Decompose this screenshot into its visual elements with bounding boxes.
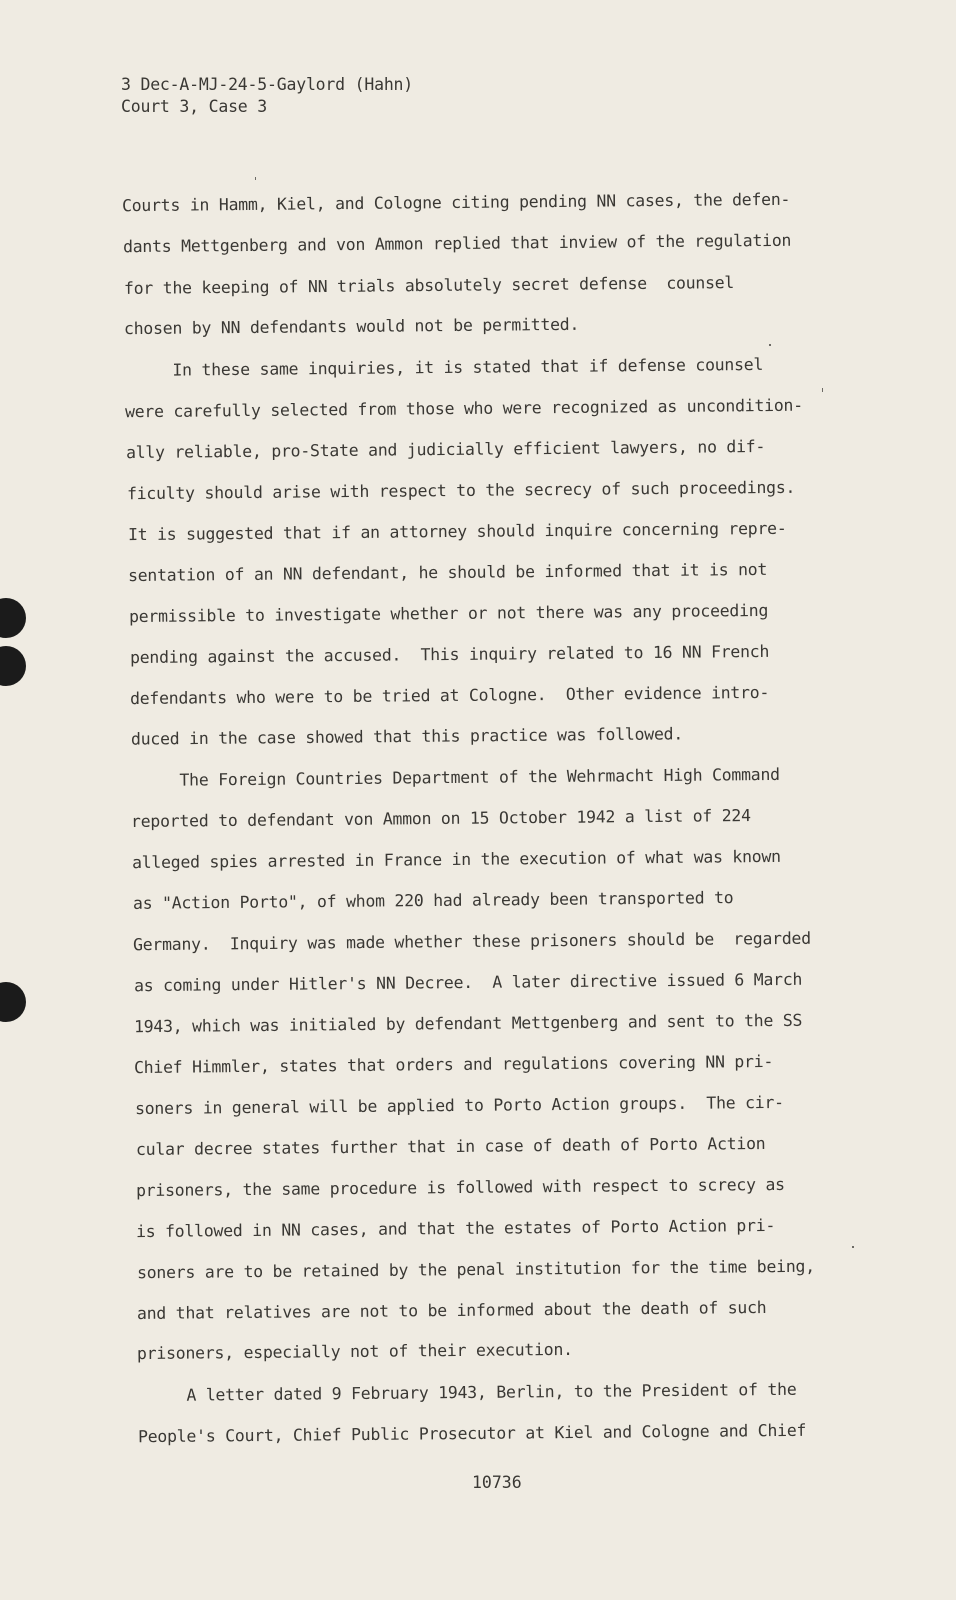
body-line: soners are to be retained by the penal institution for the time being, <box>136 1256 815 1283</box>
document-header <box>121 74 413 118</box>
body-line: pending against the accused. This inquiry related to 16 NN French <box>129 641 770 668</box>
body-line: as "Action Porto", of whom 220 had already been transported to <box>132 888 734 913</box>
body-line: alleged spies arrested in France in the execution of what was known <box>131 846 781 873</box>
stray-mark <box>822 388 823 392</box>
punch-hole-top <box>0 598 26 638</box>
body-line: were carefully selected from those who were recognized as uncondition- <box>124 395 803 422</box>
body-line: ficulty should arise with respect to the secrecy of such proceedings. <box>126 477 796 504</box>
stray-mark <box>769 344 771 346</box>
body-line: cular decree states further that in case of death of Porto Action <box>135 1133 766 1160</box>
body-line: It is suggested that if an attorney should inquire concerning repre- <box>127 518 787 545</box>
stray-mark <box>852 1246 854 1248</box>
header-line-2: Court 3, Case 3 <box>121 97 268 116</box>
body-line: A letter dated 9 February 1943, Berlin, to the President of the <box>137 1379 797 1406</box>
body-line: Courts in Hamm, Kiel, and Cologne citing pending NN cases, the defen- <box>121 189 791 216</box>
body-line: sentation of an NN defendant, he should be informed that it is not <box>127 559 768 586</box>
body-line: duced in the case showed that this practice was followed. <box>130 724 684 749</box>
body-line: Germany. Inquiry was made whether these prisoners should be regarded <box>132 928 811 955</box>
stray-mark <box>255 177 256 180</box>
body-line: permissible to investigate whether or not there was any proceeding <box>128 600 769 627</box>
body-line: as coming under Hitler's NN Decree. A later directive issued 6 March <box>133 969 803 996</box>
body-line: defendants who were to be tried at Cologne. Other evidence intro- <box>129 682 770 709</box>
body-line: is followed in NN cases, and that the estates of Porto Action pri- <box>135 1215 776 1242</box>
body-line: ally reliable, pro-State and judicially efficient lawyers, no dif- <box>125 436 766 463</box>
page-number: 10736 <box>472 1473 522 1492</box>
body-line: soners in general will be applied to Porto Action groups. The cir- <box>134 1092 784 1119</box>
punch-hole-middle <box>0 646 26 686</box>
body-line: reported to defendant von Ammon on 15 October 1942 a list of 224 <box>130 806 751 831</box>
body-line: chosen by NN defendants would not be permitted. <box>123 314 580 339</box>
body-line: and that relatives are not to be informed about the death of such <box>136 1297 767 1324</box>
body-line: The Foreign Countries Department of the Wehrmacht High Command <box>130 764 780 791</box>
header-line-1: 3 Dec-A-MJ-24-5-Gaylord (Hahn) <box>121 75 414 94</box>
punch-hole-bottom <box>0 982 26 1022</box>
body-line: 1943, which was initialed by defendant Mettgenberg and sent to the SS <box>133 1010 803 1037</box>
body-line: Chief Himmler, states that orders and regulations covering NN pri- <box>133 1051 774 1078</box>
body-line: People's Court, Chief Public Prosecutor at Kiel and Cologne and Chief <box>137 1420 807 1447</box>
body-line: for the keeping of NN trials absolutely secret defense counsel <box>123 273 735 298</box>
body-line: dants Mettgenberg and von Ammon replied that inview of the regulation <box>122 230 792 257</box>
body-line: In these same inquiries, it is stated that if defense counsel <box>123 354 764 381</box>
body-line: prisoners, the same procedure is followed with respect to screcy as <box>135 1174 785 1201</box>
body-line: prisoners, especially not of their execution. <box>136 1339 573 1364</box>
